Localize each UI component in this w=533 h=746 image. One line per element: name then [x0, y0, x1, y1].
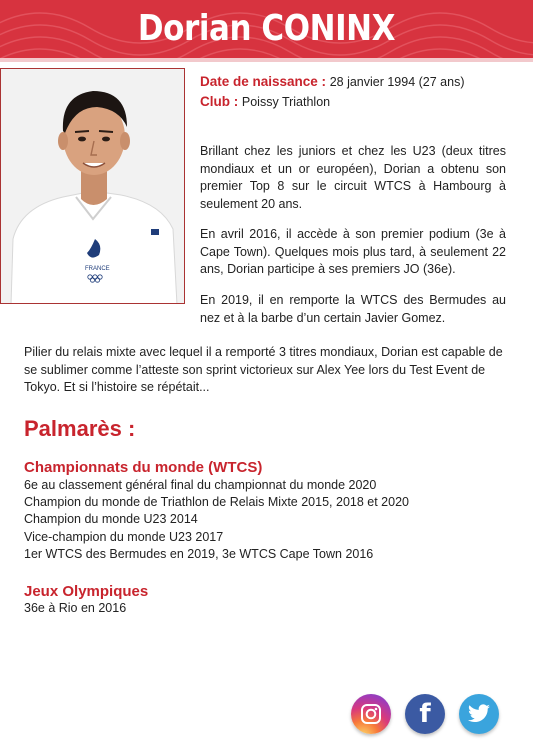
bio-paragraph-1: Brillant chez les juniors et chez les U23 (deux titres mondiaux et un or européen), Dorian a obtenu son premier Top 8 sur le circuit WTCS à Hambourg à seulement 20 ans.: [200, 144, 506, 211]
birth-value: 28 janvier 1994 (27 ans): [329, 75, 465, 89]
list-item: Champion du monde U23 2014: [24, 512, 198, 527]
olympics-heading: Jeux Olympiques: [24, 583, 149, 600]
list-item: Champion du monde de Triathlon de Relais Mixte 2015, 2018 et 2020: [24, 495, 409, 510]
birth-label: Date de naissance :: [200, 74, 327, 89]
athlete-info: [200, 72, 510, 112]
bio-paragraph-3: En 2019, il en remporte la WTCS des Bermudes au nez et à la barbe d’un certain Javier Gomez.: [200, 293, 506, 325]
palmares-heading: Palmarès :: [24, 416, 136, 441]
athlete-name-title: Dorian CONINX: [137, 8, 396, 49]
club-label: Club :: [200, 94, 239, 109]
world-championships-list: [24, 477, 409, 563]
instagram-icon[interactable]: [351, 694, 391, 734]
bio-paragraph-4: Pilier du relais mixte avec lequel il a remporté 3 titres mondiaux, Dorian est capable de se sublimer comme l’atteste son sprint victorieux sur Alex Yee lors du Test Event de Tokyo. Et si l’histoire se répétait...: [24, 345, 503, 394]
club-value: Poissy Triathlon: [241, 95, 331, 109]
svg-text:FRANCE: FRANCE: [85, 266, 110, 272]
birth-row: [200, 72, 510, 92]
list-item: 1er WTCS des Bermudes en 2019, 3e WTCS Cape Town 2016: [24, 546, 374, 561]
list-item: 6e au classement général final du championnat du monde 2020: [24, 478, 377, 492]
world-championships-heading: Championnats du monde (WTCS): [24, 459, 263, 476]
bio-paragraph-2: En avril 2016, il accède à son premier podium (3e à Cape Town). Quelques mois plus tard, à seulement 22 ans, Dorian participe à ses premiers JO (36e).: [200, 227, 506, 276]
twitter-icon[interactable]: [459, 694, 499, 734]
facebook-icon[interactable]: f: [405, 694, 445, 734]
athlete-photo: [0, 68, 185, 304]
olympics-list: [24, 600, 126, 617]
list-item: Vice-champion du monde U23 2017: [24, 529, 224, 544]
club-row: [200, 92, 510, 112]
header-banner: [0, 0, 533, 62]
list-item: 36e à Rio en 2016: [24, 601, 127, 615]
